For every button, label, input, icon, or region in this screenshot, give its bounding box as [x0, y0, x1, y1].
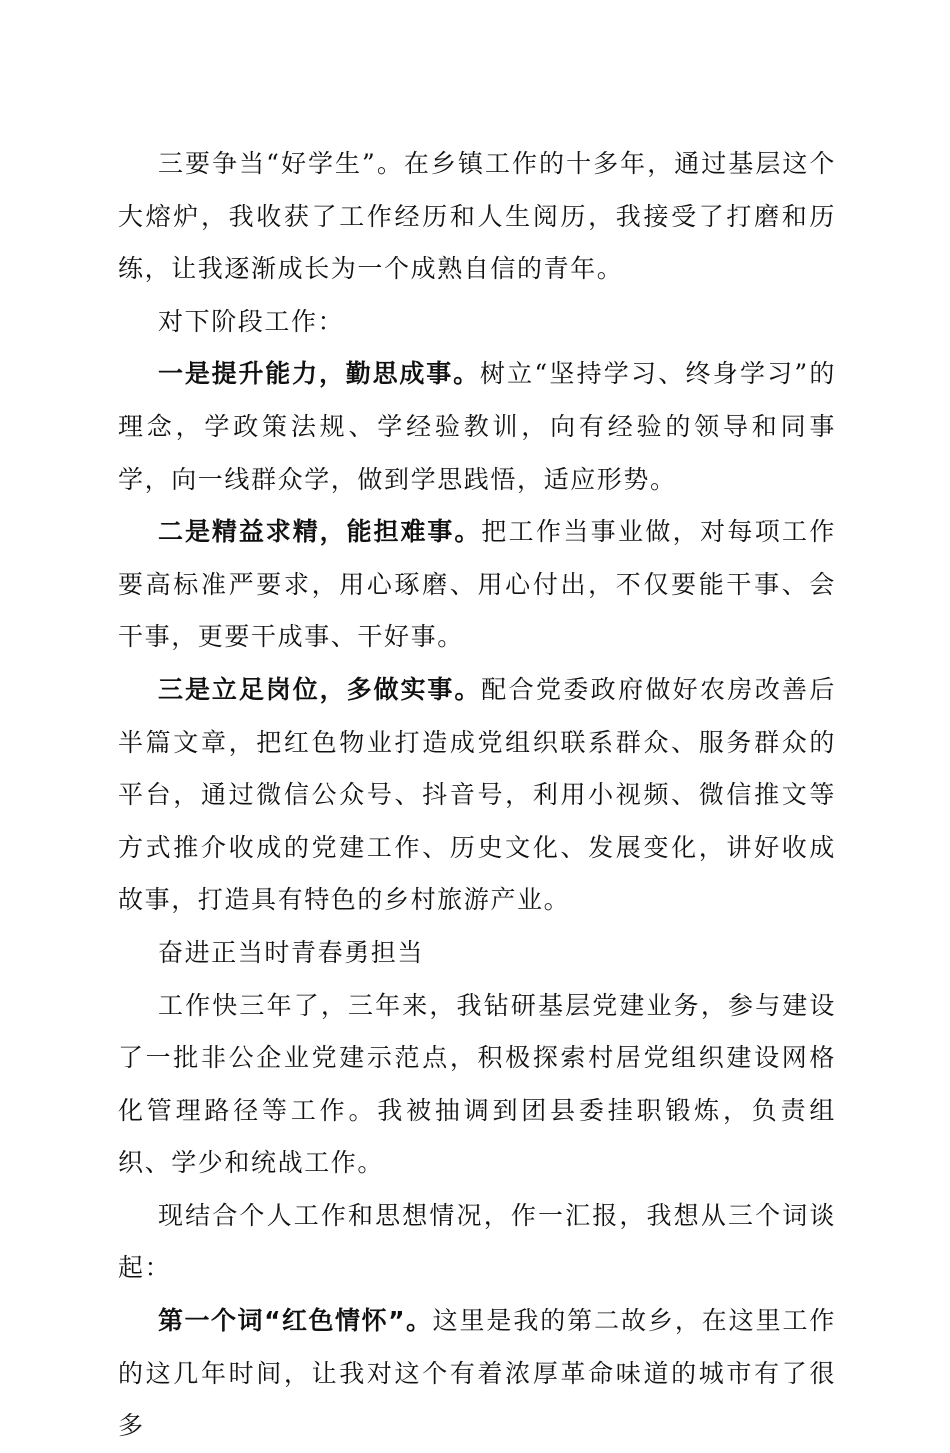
paragraph-text: 现结合个人工作和思想情况，作一汇报，我想从三个词谈起： [118, 1200, 836, 1283]
paragraph-text: 三要争当“好学生”。在乡镇工作的十多年，通过基层这个大熔炉，我收获了工作经历和人生阅历，我接受了打磨和历练，让我逐渐成长为一个成熟自信的青年。 [118, 149, 836, 284]
paragraph-lead: 三是立足岗位，多做实事。 [158, 674, 482, 704]
paragraph-lead: 第一个词“红色情怀”。 [158, 1306, 433, 1336]
document-body [118, 138, 836, 1453]
paragraph-text: 工作快三年了，三年来，我钻研基层党建业务，参与建设了一批非公企业党建示范点，积极探索村居党组织建设网格化管理路径等工作。我被抽调到团县委挂职锻炼，负责组织、学少和统战工作。 [118, 990, 836, 1178]
paragraph-text: 这里是我的第二故乡，在这里工作的这几年时间，让我对这个有着浓厚革命味道的城市有了很多 [118, 1306, 837, 1441]
paragraph-text: 奋进正当时青春勇担当 [158, 937, 425, 967]
paragraph-first-word [118, 1295, 836, 1453]
paragraph-text: 配合党委政府做好农房改善后半篇文章，把红色物业打造成党组织联系群众、服务群众的平台，通过微信公众号、抖音号，利用小视频、微信推文等方式推介收成的党建工作、历史文化、发展变化，讲好收成故事，打造具有特色的乡村旅游产业。 [118, 674, 836, 915]
paragraph-next-stage-heading [118, 296, 836, 349]
paragraph-text: 树立“坚持学习、终身学习”的理念，学政策法规、学经验教训，向有经验的领导和同事学，向一线群众学，做到学思践悟，适应形势。 [118, 359, 836, 494]
paragraph-three-years [118, 980, 836, 1190]
paragraph-improve-ability [118, 348, 836, 506]
paragraph-lead: 一是提升能力，勤思成事。 [158, 359, 480, 389]
paragraph-excellence [118, 506, 836, 664]
paragraph-good-student [118, 138, 836, 296]
paragraph-section-title [118, 927, 836, 980]
paragraph-lead: 二是精益求精，能担难事。 [158, 517, 482, 547]
paragraph-text: 对下阶段工作： [158, 306, 345, 336]
paragraph-practical-work [118, 664, 836, 927]
paragraph-report-intro [118, 1190, 836, 1295]
paragraph-text: 把工作当事业做，对每项工作要高标准严要求，用心琢磨、用心付出，不仅要能干事、会干事，更要干成事、干好事。 [118, 517, 836, 652]
